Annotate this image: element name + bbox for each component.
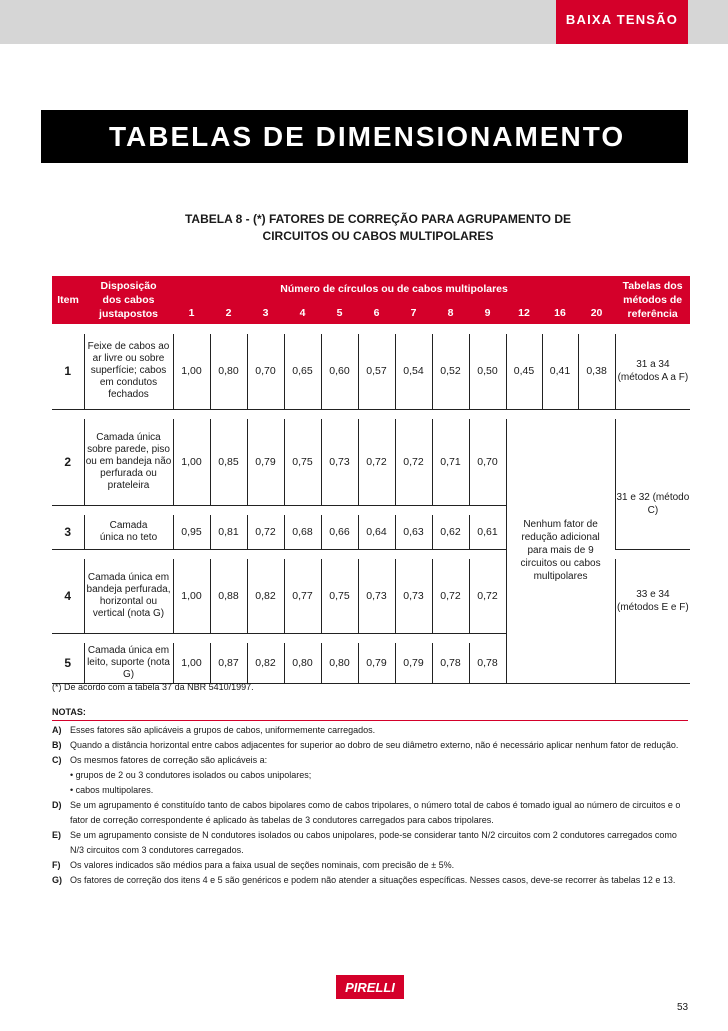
factor-cell: 0,73 (358, 559, 395, 633)
notes-title: NOTAS: (52, 705, 688, 721)
factor-cell: 1,00 (173, 559, 210, 633)
factor-cell: 0,78 (432, 643, 469, 683)
factor-cell: 0,80 (284, 643, 321, 683)
factor-cell: 0,68 (284, 515, 321, 549)
disposition-cell: Camada única em bandeja perfurada, horizontal ou vertical (nota G) (84, 559, 173, 633)
factor-cell: 0,82 (247, 559, 284, 633)
note-e: E) Se um agrupamento consiste de N condutores isolados ou cabos unipolares, pode-se considerar tanto N/2 circuitos com 2 condutores carregados como N/3 circuitos com 3 condutores carregados. (52, 830, 677, 855)
factor-cell: 0,72 (395, 419, 432, 505)
factor-cell: 0,77 (284, 559, 321, 633)
circuit-count-header: 20 (578, 301, 615, 324)
circuit-count-header: 2 (210, 301, 247, 324)
note-a: A) Esses fatores são aplicáveis a grupos de cabos, uniformemente carregados. (52, 725, 376, 735)
factor-cell: 0,61 (469, 515, 506, 549)
item-number: 4 (52, 559, 84, 633)
factor-cell: 0,79 (247, 419, 284, 505)
reference-cell: 33 e 34 (métodos E e F) (615, 559, 690, 683)
factor-cell: 0,72 (358, 419, 395, 505)
section-tab (556, 0, 688, 44)
note-d: D) Se um agrupamento é constituído tanto de cabos bipolares como de cabos tripolares, o número total de cabos é tomado igual ao número de circuitos e o fator de correção correspondente é aplicado às tabelas de 3 condutores carregados para cabos tripolares. (52, 800, 681, 825)
page-banner (41, 110, 688, 163)
factor-cell: 0,72 (432, 559, 469, 633)
item-number: 5 (52, 643, 84, 683)
factor-cell: 0,71 (432, 419, 469, 505)
factor-cell: 0,72 (247, 515, 284, 549)
note-f: F) Os valores indicados são médios para a faixa usual de seções nominais, com precisão de ± 5%. (52, 860, 455, 870)
factor-cell: 0,73 (321, 419, 358, 505)
factor-cell: 1,00 (173, 334, 210, 409)
factor-cell: 0,78 (469, 643, 506, 683)
page-title: TABELAS DE DIMENSIONAMENTO (109, 121, 626, 152)
spacer (52, 549, 542, 559)
circuit-count-header: 4 (284, 301, 321, 324)
factor-cell: 0,80 (321, 643, 358, 683)
disposition-cell: Camada única em leito, suporte (nota G) (84, 643, 173, 683)
factor-cell: 0,87 (210, 643, 247, 683)
factor-cell: 0,70 (469, 419, 506, 505)
factor-cell: 0,45 (506, 334, 542, 409)
reference-cell: 31 e 32 (método C) (615, 419, 690, 549)
spacer (52, 324, 690, 334)
factor-cell: 1,00 (173, 419, 210, 505)
table-title-line1: TABELA 8 - (*) FATORES DE CORREÇÃO PARA AGRUPAMENTO DE (184, 212, 571, 226)
factor-cell: 0,72 (469, 559, 506, 633)
note-c: C) Os mesmos fatores de correção são aplicáveis a: (52, 755, 268, 765)
correction-factor-table (52, 276, 688, 684)
circuit-count-header: 3 (247, 301, 284, 324)
pirelli-logo-icon (336, 975, 404, 999)
factor-cell: 0,64 (358, 515, 395, 549)
header-disposition: Disposição dos cabos justapostos (84, 276, 173, 324)
factor-cell: 0,79 (395, 643, 432, 683)
factor-cell: 0,62 (432, 515, 469, 549)
circuit-count-header: 5 (321, 301, 358, 324)
spacer (52, 505, 506, 515)
spacer (52, 633, 506, 643)
factor-cell: 0,60 (321, 334, 358, 409)
disposition-cell: Camada única sobre parede, piso ou em bandeja não perfurada ou prateleira (84, 419, 173, 505)
table-footnote: (*) De acordo com a tabela 37 da NBR 5410/1997. (52, 682, 254, 692)
circuit-count-header: 1 (173, 301, 210, 324)
disposition-cell: Camada única no teto (84, 515, 173, 549)
notes-section (52, 705, 688, 888)
disposition-cell: Feixe de cabos ao ar livre ou sobre superfície; cabos em condutos fechados (84, 334, 173, 409)
factor-cell: 0,75 (321, 559, 358, 633)
item-number: 2 (52, 419, 84, 505)
no-reduction-text: Nenhum fator de redução adicional para mais de 9 circuitos ou cabos multipolares (520, 519, 601, 583)
note-g: G) Os fatores de correção dos itens 4 e 5 são genéricos e podem não atender a situações específicas. Nesses casos, deve-se recorrer às tabelas 12 e 13. (52, 875, 676, 885)
factor-cell: 0,88 (210, 559, 247, 633)
circuit-count-header: 16 (542, 301, 578, 324)
circuit-count-header: 8 (432, 301, 469, 324)
circuit-count-header: 12 (506, 301, 542, 324)
note-c-bullet-1: • grupos de 2 ou 3 condutores isolados ou cabos unipolares; (70, 770, 312, 780)
note-b: B) Quando a distância horizontal entre cabos adjacentes for superior ao dobro de seu diâmetro externo, não é necessário aplicar nenhum fator de redução. (52, 740, 679, 750)
note-c-bullet-2: • cabos multipolares. (70, 785, 154, 795)
factor-cell: 0,65 (284, 334, 321, 409)
reference-cell: 31 a 34 (métodos A a F) (615, 334, 690, 409)
factor-cell: 0,95 (173, 515, 210, 549)
factor-cell: 1,00 (173, 643, 210, 683)
circuit-count-header: 6 (358, 301, 395, 324)
factor-cell: 0,41 (542, 334, 578, 409)
table-title (90, 211, 666, 245)
header-reference: Tabelas dos métodos de referência (615, 276, 690, 324)
item-number: 3 (52, 515, 84, 549)
factor-cell: 0,70 (247, 334, 284, 409)
factor-cell: 0,66 (321, 515, 358, 549)
section-tab-label: BAIXA TENSÃO (565, 12, 679, 27)
factor-cell: 0,63 (395, 515, 432, 549)
item-number: 1 (52, 334, 84, 409)
factor-cell: 0,52 (432, 334, 469, 409)
page-number: 53 (677, 1002, 689, 1013)
header-item: Item (52, 276, 84, 324)
factor-cell: 0,73 (395, 559, 432, 633)
factor-cell: 0,57 (358, 334, 395, 409)
logo-text: PIRELLI (345, 980, 395, 995)
factor-cell: 0,79 (358, 643, 395, 683)
factor-cell: 0,50 (469, 334, 506, 409)
circuit-count-header: 9 (469, 301, 506, 324)
spacer (52, 409, 690, 419)
header-circuit-count: Número de círculos ou de cabos multipolares (173, 276, 615, 301)
factor-cell: 0,80 (210, 334, 247, 409)
factor-cell: 0,85 (210, 419, 247, 505)
factor-cell: 0,38 (578, 334, 615, 409)
factor-cell: 0,54 (395, 334, 432, 409)
circuit-count-header: 7 (395, 301, 432, 324)
factor-cell: 0,81 (210, 515, 247, 549)
factor-cell: 0,82 (247, 643, 284, 683)
factor-cell: 0,75 (284, 419, 321, 505)
table-title-line2: CIRCUITOS OU CABOS MULTIPOLARES (262, 229, 494, 243)
